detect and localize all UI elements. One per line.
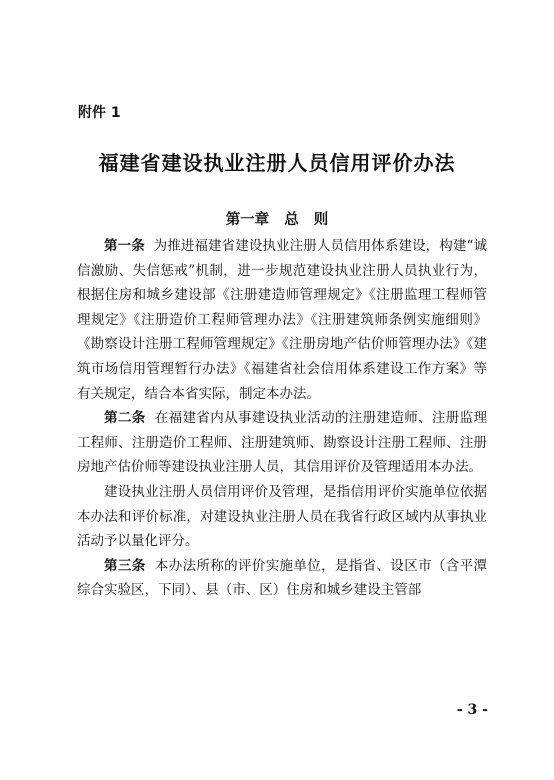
- paragraph-article-1: [77, 234, 487, 406]
- attachment-label: 附件 1: [78, 105, 121, 121]
- paragraph-text: 为推进福建省建设执业注册人员信用体系建设，构建“诚信激励、失信惩戒”机制，进一步规范建设执业注册人员执业行为，根据住房和城乡建设部《注册建造师管理规定》《注册监理工程师管理规定》《注册造价工程师管理办法》《注册建筑师条例实施细则》《勘察设计注册工程师管理规定》《注册房地产估价师管理办法》《建筑市场信用管理暂行办法》《福建省社会信用体系建设工作方案》等有关规定，结合本省实际，制定本办法。: [77, 238, 487, 402]
- paragraph-text: 本办法所称的评价实施单位，是指省、设区市（含平潭综合实验区，下同）、县（市、区）住房和城乡建设主管部: [77, 557, 487, 599]
- paragraph-text: 在福建省内从事建设执业活动的注册建造师、注册监理工程师、注册造价工程师、注册建筑师、勘察设计注册工程师、注册房地产估价师等建设执业注册人员，其信用评价及管理适用本办法。: [77, 410, 487, 476]
- page-number: - 3 -: [456, 702, 488, 718]
- paragraph-article-2-continued: [77, 480, 487, 554]
- document-body: [77, 234, 487, 603]
- article-label: 第二条: [104, 410, 146, 427]
- article-label: 第三条: [104, 557, 146, 574]
- paragraph-article-2: [77, 406, 487, 480]
- chapter-heading: 第一章 总 则: [225, 212, 329, 228]
- paragraph-text: 建设执业注册人员信用评价及管理，是指信用评价实施单位依据本办法和评价标准，对建设执业注册人员在我省行政区域内从事执业活动予以量化评分。: [77, 483, 487, 550]
- document-title: 福建省建设执业注册人员信用评价办法: [98, 151, 456, 175]
- paragraph-article-3: [77, 554, 487, 603]
- article-label: 第一条: [104, 238, 145, 254]
